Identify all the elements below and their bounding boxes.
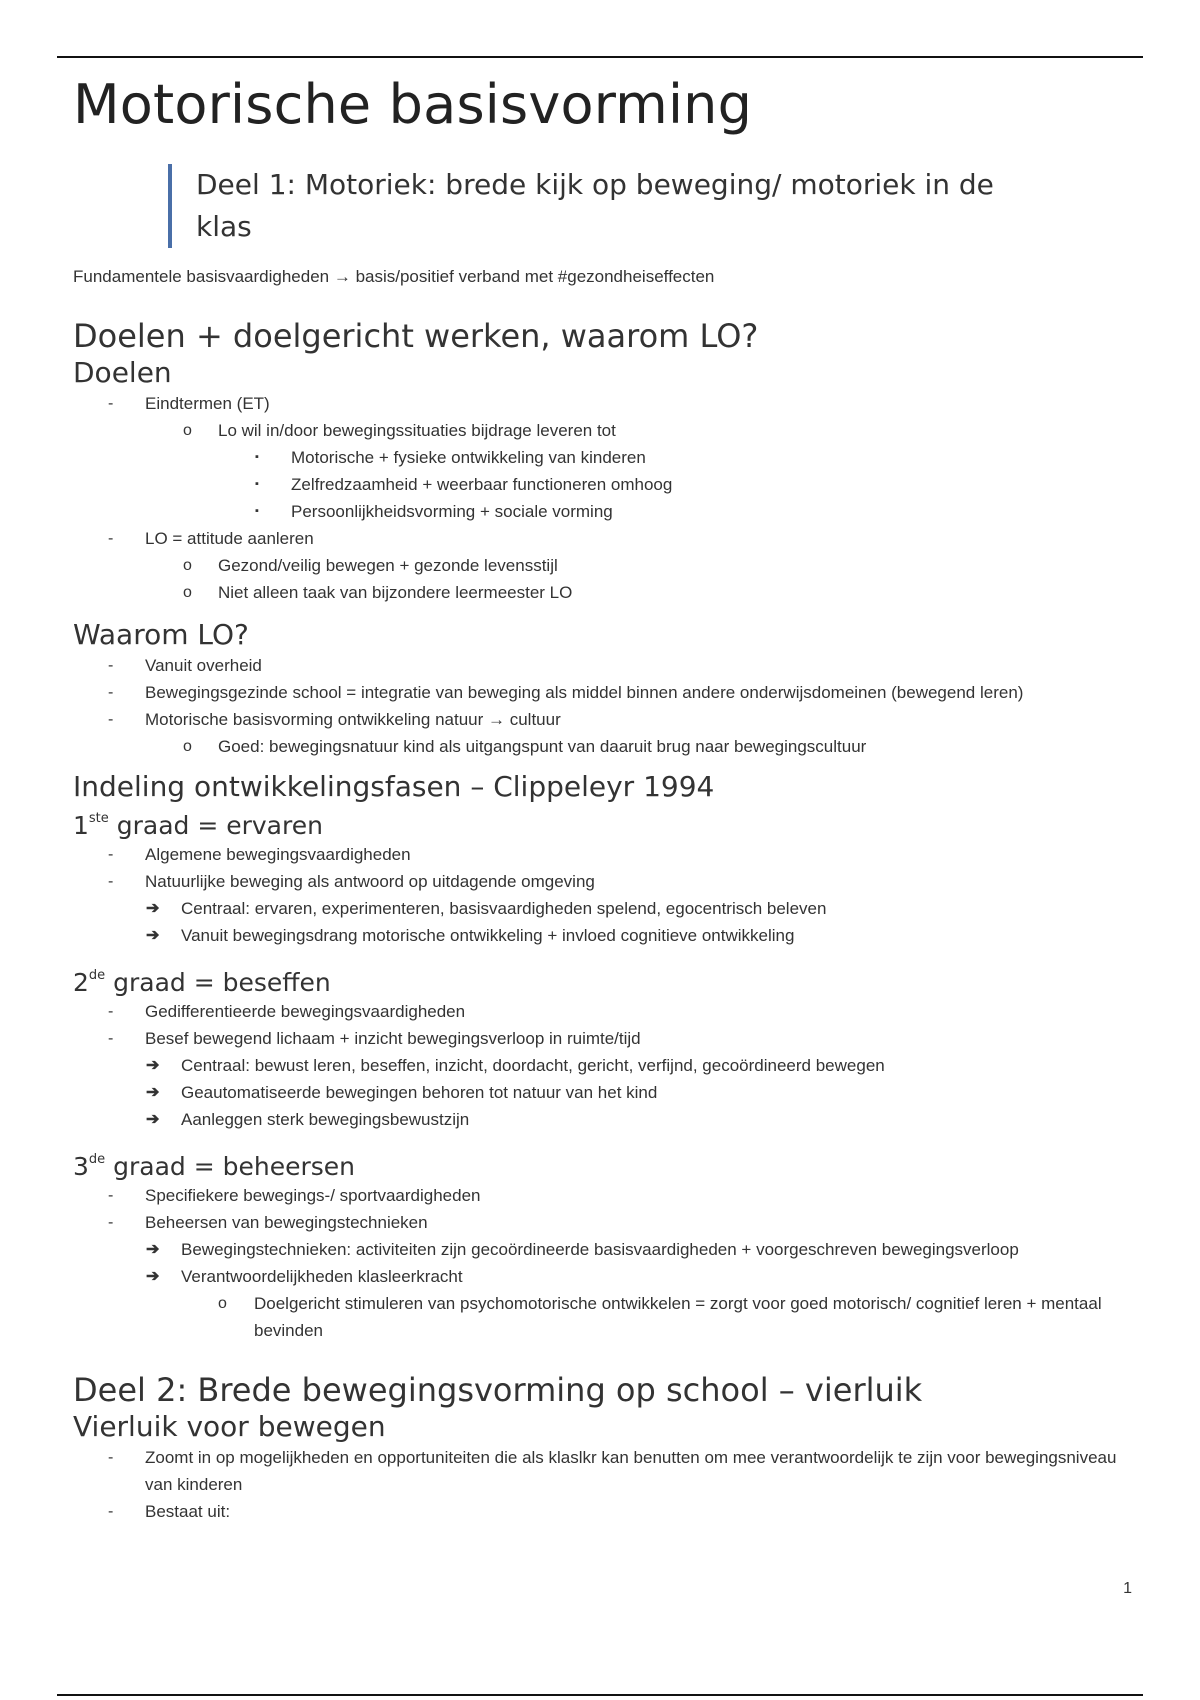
- heading-doelen-waarom: Doelen + doelgericht werken, waarom LO?: [73, 317, 759, 355]
- heading-graad-3: 3de graad = beheersen: [73, 1152, 355, 1181]
- square-bullet-icon: ▪: [255, 478, 259, 490]
- arrow-right-icon: ➔: [146, 1241, 160, 1258]
- list-item: - Algemene bewegingsvaardigheden: [73, 841, 1133, 868]
- arrow-right-icon: ➔: [146, 1084, 160, 1101]
- list-item: ➔ Bewegingstechnieken: activiteiten zijn gecoördineerde basisvaardigheden + voorgeschreven bewegingsverloop: [73, 1236, 1133, 1263]
- dash-icon: -: [108, 1503, 114, 1520]
- list-item: - Zoomt in op mogelijkheden en opportuniteiten die als klaslkr kan benutten om mee verantwoordelijk te zijn voor bewegingsniveau van kinderen: [73, 1444, 1133, 1498]
- dash-icon: -: [108, 530, 114, 547]
- heading-ontwikkelingsfasen: Indeling ontwikkelingsfasen – Clippeleyr 1994: [73, 770, 715, 803]
- dash-icon: -: [108, 1187, 114, 1204]
- vierluik-list: [73, 1444, 1133, 1525]
- doelen-list: [73, 390, 1133, 606]
- list-item: - Besef bewegend lichaam + inzicht bewegingsverloop in ruimte/tijd: [73, 1025, 1133, 1052]
- document-title: Motorische basisvorming: [73, 73, 753, 136]
- list-item: - Motorische basisvorming ontwikkeling natuur → cultuur: [73, 706, 1133, 733]
- page-content: [73, 70, 1133, 1525]
- dash-icon: -: [108, 657, 114, 674]
- list-item: o Gezond/veilig bewegen + gezonde levensstijl: [73, 552, 1133, 579]
- dash-icon: -: [108, 1214, 114, 1231]
- dash-icon: -: [108, 684, 114, 701]
- heading-graad-2: 2de graad = beseffen: [73, 968, 331, 997]
- square-bullet-icon: ▪: [255, 505, 259, 517]
- dash-icon: -: [108, 1449, 114, 1466]
- bottom-rule: [57, 1694, 1143, 1696]
- heading-doelen: Doelen: [73, 356, 172, 389]
- list-item: - Natuurlijke beweging als antwoord op uitdagende omgeving: [73, 868, 1133, 895]
- list-item: - Vanuit overheid: [73, 652, 1133, 679]
- arrow-right-icon: ➔: [146, 1268, 160, 1285]
- circle-bullet-icon: o: [183, 738, 192, 755]
- dash-icon: -: [108, 1003, 114, 1020]
- waarom-list: [73, 652, 1133, 760]
- circle-bullet-icon: o: [183, 557, 192, 574]
- graad-3-list: [73, 1182, 1133, 1344]
- heading-waarom-lo: Waarom LO?: [73, 618, 249, 651]
- heading-deel-2: Deel 2: Brede bewegingsvorming op school – vierluik: [73, 1371, 923, 1409]
- list-item: - Bewegingsgezinde school = integratie van beweging als middel binnen andere onderwijsdomeinen (bewegend leren): [73, 679, 1133, 706]
- list-item: ➔ Centraal: bewust leren, beseffen, inzicht, doordacht, gericht, verfijnd, gecoördineerd bewegen: [73, 1052, 1133, 1079]
- list-item: - Gedifferentieerde bewegingsvaardigheden: [73, 998, 1133, 1025]
- list-item: o Niet alleen taak van bijzondere leermeester LO: [73, 579, 1133, 606]
- list-item: o Lo wil in/door bewegingssituaties bijdrage leveren tot: [73, 417, 1133, 444]
- list-item: ➔ Centraal: ervaren, experimenteren, basisvaardigheden spelend, egocentrisch beleven: [73, 895, 1133, 922]
- page-number: 1: [1123, 1580, 1132, 1597]
- intro-line: Fundamentele basisvaardigheden → basis/positief verband met #gezondheiseffecten: [73, 267, 715, 286]
- list-item: ➔ Geautomatiseerde bewegingen behoren tot natuur van het kind: [73, 1079, 1133, 1106]
- list-item: - Beheersen van bewegingstechnieken: [73, 1209, 1133, 1236]
- dash-icon: -: [108, 395, 114, 412]
- circle-bullet-icon: o: [218, 1295, 227, 1312]
- list-item: o Goed: bewegingsnatuur kind als uitgangspunt van daaruit brug naar bewegingscultuur: [73, 733, 1133, 760]
- graad-2-list: [73, 998, 1133, 1133]
- dash-icon: -: [108, 873, 114, 890]
- arrow-right-icon: ➔: [146, 900, 160, 917]
- circle-bullet-icon: o: [183, 584, 192, 601]
- list-item: o Doelgericht stimuleren van psychomotorische ontwikkelen = zorgt voor goed motorisch/ cognitief leren + mentaal bevinden: [73, 1290, 1133, 1344]
- heading-graad-1: 1ste graad = ervaren: [73, 811, 323, 840]
- deel1-quote: Deel 1: Motoriek: brede kijk op beweging/ motoriek in de klas: [168, 164, 1056, 248]
- arrow-right-icon: ➔: [146, 1057, 160, 1074]
- top-rule: [57, 56, 1143, 58]
- list-item: ➔ Verantwoordelijkheden klasleerkracht: [73, 1263, 1133, 1290]
- list-item: ➔ Aanleggen sterk bewegingsbewustzijn: [73, 1106, 1133, 1133]
- list-item: - Bestaat uit:: [73, 1498, 1133, 1525]
- dash-icon: -: [108, 1030, 114, 1047]
- list-item: ➔ Vanuit bewegingsdrang motorische ontwikkeling + invloed cognitieve ontwikkeling: [73, 922, 1133, 949]
- list-item: ▪ Motorische + fysieke ontwikkeling van kinderen: [73, 444, 1133, 471]
- list-item: - Eindtermen (ET): [73, 390, 1133, 417]
- list-item: - LO = attitude aanleren: [73, 525, 1133, 552]
- dash-icon: -: [108, 711, 114, 728]
- graad-1-list: [73, 841, 1133, 949]
- list-item: ▪ Persoonlijkheidsvorming + sociale vorming: [73, 498, 1133, 525]
- arrow-right-icon: ➔: [146, 1111, 160, 1128]
- heading-vierluik: Vierluik voor bewegen: [73, 1410, 386, 1443]
- dash-icon: -: [108, 846, 114, 863]
- list-item: ▪ Zelfredzaamheid + weerbaar functioneren omhoog: [73, 471, 1133, 498]
- circle-bullet-icon: o: [183, 422, 192, 439]
- list-item: - Specifiekere bewegings-/ sportvaardigheden: [73, 1182, 1133, 1209]
- square-bullet-icon: ▪: [255, 451, 259, 463]
- arrow-right-icon: ➔: [146, 927, 160, 944]
